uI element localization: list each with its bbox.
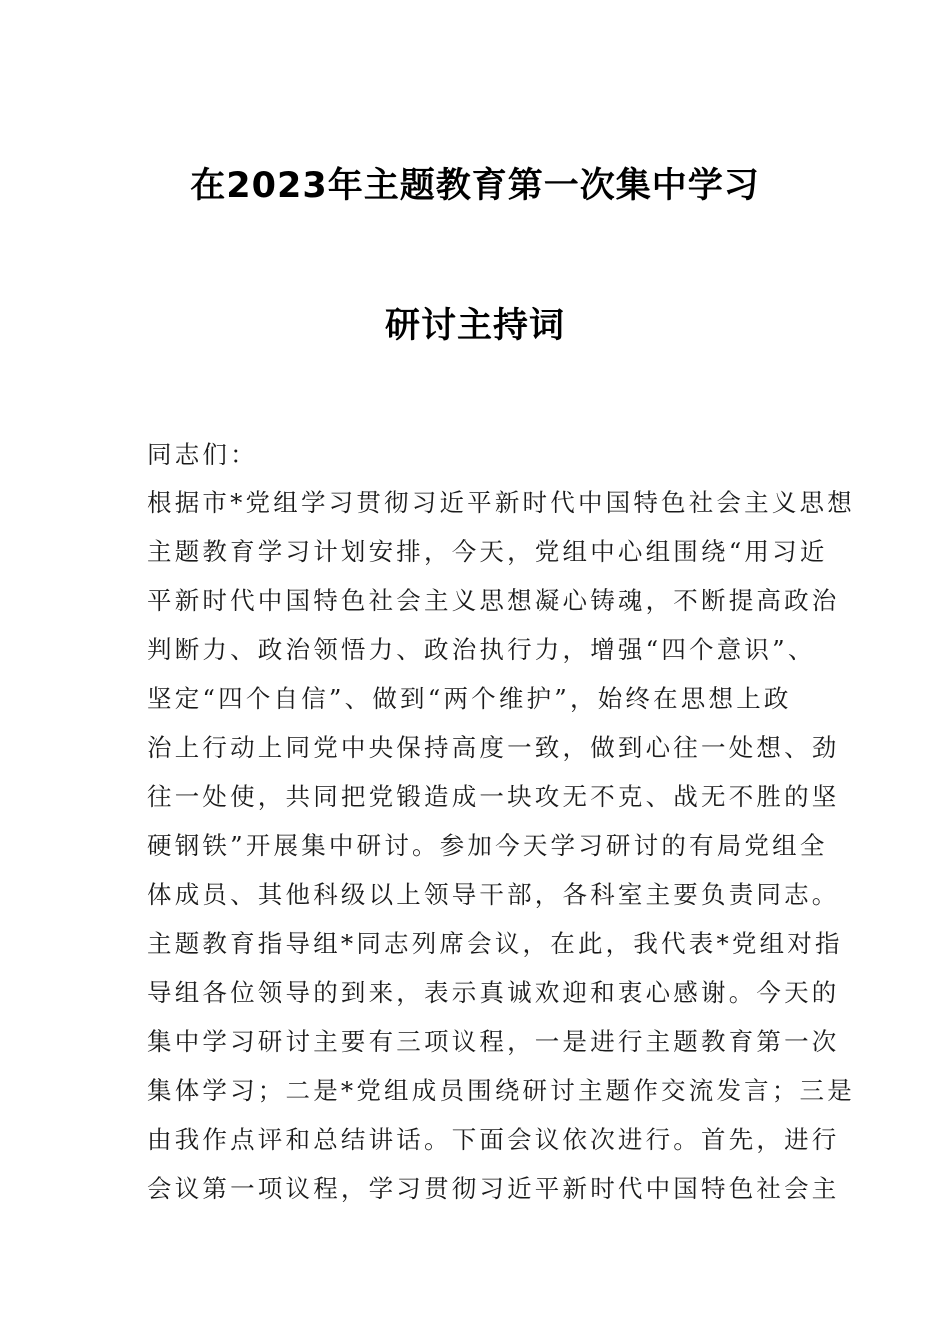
greeting: 同志们： bbox=[147, 440, 258, 469]
body-line: 由我作点评和总结讲话。下面会议依次进行。首先，进行 bbox=[147, 1125, 840, 1154]
body-line: 主题教育学习计划安排，今天，党组中心组围绕“用习近 bbox=[147, 537, 828, 566]
body-line: 往一处使，共同把党锻造成一块攻无不克、战无不胜的坚 bbox=[147, 782, 840, 811]
body-line: 平新时代中国特色社会主义思想凝心铸魂，不断提高政治 bbox=[147, 586, 840, 615]
body-line: 判断力、政治领悟力、政治执行力，增强“四个意识”、 bbox=[147, 635, 816, 664]
body-line: 硬钢铁”开展集中研讨。参加今天学习研讨的有局党组全 bbox=[147, 831, 828, 860]
body-line: 治上行动上同党中央保持高度一致，做到心往一处想、劲 bbox=[147, 733, 840, 762]
body-line: 根据市*党组学习贯彻习近平新时代中国特色社会主义思想 bbox=[147, 488, 855, 517]
body-line: 会议第一项议程，学习贯彻习近平新时代中国特色社会主 bbox=[147, 1174, 840, 1203]
document-title-line-2: 研讨主持词 bbox=[384, 306, 565, 346]
body-line: 集体学习；二是*党组成员围绕研讨主题作交流发言；三是 bbox=[147, 1076, 855, 1105]
body-line: 集中学习研讨主要有三项议程，一是进行主题教育第一次 bbox=[147, 1027, 840, 1056]
document-title-line-1: 在2023年主题教育第一次集中学习 bbox=[190, 166, 760, 206]
body-line: 主题教育指导组*同志列席会议，在此，我代表*党组对指 bbox=[147, 929, 843, 958]
body-line: 体成员、其他科级以上领导干部，各科室主要负责同志。 bbox=[147, 880, 840, 909]
body-line: 坚定“四个自信”、做到“两个维护”，始终在思想上政 bbox=[147, 684, 792, 713]
body-line: 导组各位领导的到来，表示真诚欢迎和衷心感谢。今天的 bbox=[147, 978, 840, 1007]
